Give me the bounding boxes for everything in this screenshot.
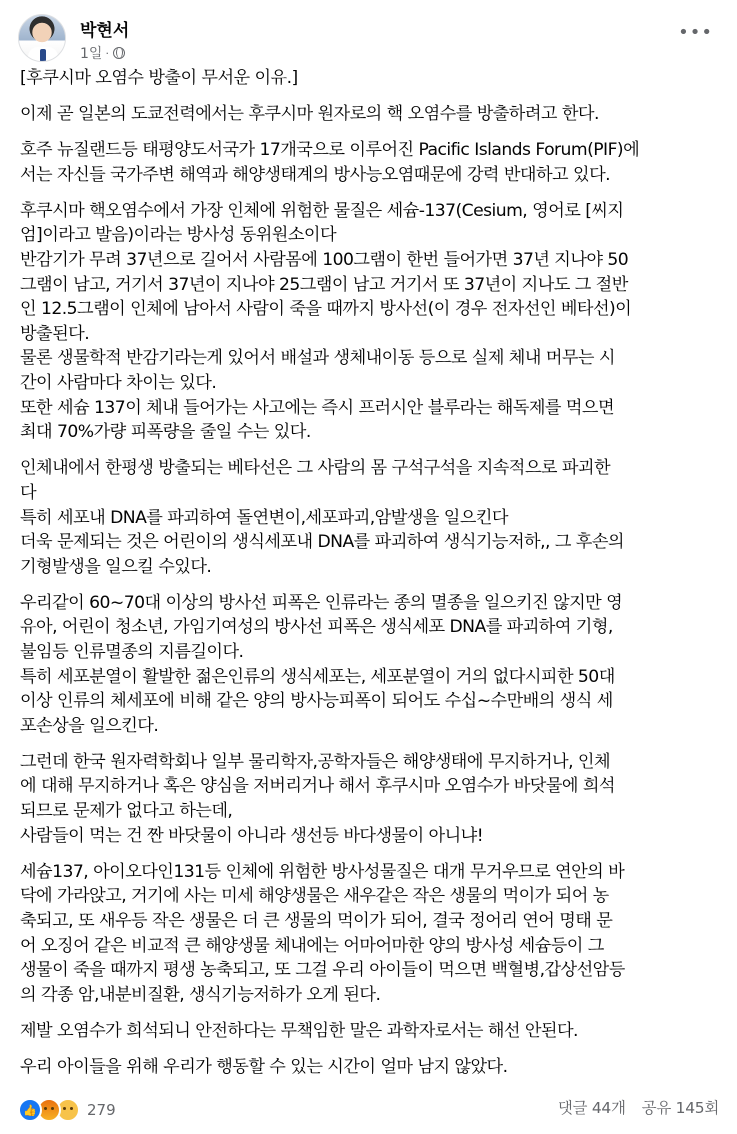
post-text-line: 생물이 죽을 때까지 평생 농축되고, 또 그걸 우리 아이들이 먹으면 백혈병,갑상선암등 — [20, 960, 625, 981]
share-count[interactable]: 공유 145회 — [641, 1099, 719, 1117]
post-text-line: 또한 세슘 137이 체내 들어가는 사고에는 즉시 프러시안 블루라는 해독제를 먹으면 — [20, 397, 614, 418]
post-paragraph — [20, 456, 720, 579]
post-text-line: 호주 뉴질랜드등 태평양도서국가 17개국으로 이루어진 Pacific Islands Forum(PIF)에 — [20, 140, 640, 161]
post-text-line: 특히 세포분열이 활발한 젊은인류의 생식세포는, 세포분열이 거의 없다시피한 50대 — [20, 666, 615, 687]
post-text-line: 엄]이라고 발음)이라는 방사성 동위원소이다 — [20, 225, 337, 246]
avatar[interactable] — [18, 14, 66, 62]
post-paragraph — [20, 860, 720, 1008]
post-text-line: 어 오징어 같은 비교적 큰 해양생물 체내에는 어마어마한 양의 방사성 세슘등이 그 — [20, 935, 604, 956]
post-paragraph — [20, 750, 720, 848]
avatar-tie — [40, 49, 46, 62]
post-time[interactable]: 1일 — [80, 46, 103, 62]
post-text-line: 이상 인류의 체세포에 비해 같은 양의 방사능피폭이 되어도 수십~수만배의 생식 세 — [20, 691, 613, 712]
globe-icon[interactable] — [113, 47, 125, 59]
post-text-line: 세슘137, 아이오다인131등 인체에 위험한 방사성물질은 대개 무거우므로 연안의 바 — [20, 861, 625, 882]
post-text-line: 제발 오염수가 희석되니 안전하다는 무책임한 말은 과학자로서는 해선 안된다. — [20, 1020, 578, 1041]
post-paragraph — [20, 66, 720, 91]
reaction-count: 279 — [87, 1101, 116, 1119]
post-text-line: 인 12.5그램이 인체에 남아서 사람이 죽을 때까지 방사선(이 경우 전자선인 베타선)이 — [20, 299, 632, 320]
post-text-line: 서는 자신들 국가주변 해역과 해양생태계의 방사능오염때문에 강력 반대하고 있다. — [20, 164, 611, 185]
engagement-stats — [558, 1096, 719, 1118]
post-paragraph — [20, 591, 720, 739]
post-meta — [80, 43, 125, 63]
post-text-line: 방출된다. — [20, 323, 90, 344]
post-text-line: 불임등 인류멸종의 지름길이다. — [20, 641, 244, 662]
post-header — [18, 14, 719, 64]
post-text-line: 기형발생을 일으킬 수있다. — [20, 556, 212, 577]
post-text-line: 유아, 어린이 청소년, 가임기여성의 방사선 피폭은 생식세포 DNA를 파괴하여 기형, — [20, 617, 613, 638]
post-text-line: 의 각종 암,내분비질환, 생식기능저하가 오게 된다. — [20, 984, 381, 1005]
post-paragraph — [20, 199, 720, 445]
post-text-line: [후쿠시마 오염수 방출이 무서운 이유.] — [20, 68, 298, 88]
post-text-line: 그램이 남고, 거기서 37년이 지나야 25그램이 남고 거기서 또 37년이 지나도 그 절반 — [20, 274, 628, 295]
post-paragraph — [20, 102, 720, 127]
post-footer — [18, 1096, 719, 1124]
post-paragraph — [20, 138, 720, 187]
post-text-line: 포손상을 일으킨다. — [20, 715, 159, 736]
meta-separator: · — [105, 46, 109, 60]
post-text-line: 그런데 한국 원자력학회나 일부 물리학자,공학자들은 해양생태에 무지하거나, 인체 — [20, 751, 611, 772]
comment-count[interactable]: 댓글 44개 — [557, 1099, 626, 1117]
post-text-line: 더욱 문제되는 것은 어린이의 생식세포내 DNA를 파괴하여 생식기능저하,, 그 후손의 — [20, 532, 624, 553]
post-text-line: 최대 70%가량 피폭량을 줄일 수는 있다. — [20, 422, 311, 443]
post-text-line: 물론 생물학적 반감기라는게 있어서 배설과 생체내이동 등으로 실제 체내 머무는 시 — [20, 348, 615, 369]
post-text-line: 간이 사람마다 차이는 있다. — [20, 373, 217, 394]
post-text-line: 사람들이 먹는 건 짠 바닷물이 아니라 생선등 바다생물이 아니냐! — [20, 825, 484, 846]
post-paragraph — [20, 1019, 720, 1044]
post-text-line: 특히 세포내 DNA를 파괴하여 돌연변이,세포파괴,암발생을 일으킨다 — [20, 507, 508, 528]
reactions-summary[interactable] — [18, 1098, 116, 1122]
post-text-line: 되므로 문제가 없다고 하는데, — [20, 801, 233, 822]
post-text-line: 이제 곧 일본의 도쿄전력에서는 후쿠시마 원자로의 핵 오염수를 방출하려고 한다. — [20, 104, 599, 125]
ellipsis-icon[interactable]: ••• — [678, 22, 713, 43]
post-text-line: 후쿠시마 핵오염수에서 가장 인체에 위험한 물질은 세슘-137(Cesium, 영어로 [씨지 — [20, 200, 624, 221]
post-text-line: 인체내에서 한평생 방출되는 베타선은 그 사람의 몸 구석구석을 지속적으로 파괴한 — [20, 458, 611, 479]
post-text-line: 반감기가 무려 37년으로 길어서 사람몸에 100그램이 한번 들어가면 37년 지나야 50 — [20, 250, 629, 271]
post-text-line: 에 대해 무지하거나 혹은 양심을 저버리거나 해서 후쿠시마 오염수가 바닷물에 희석 — [20, 776, 615, 797]
post-paragraph — [20, 1055, 720, 1080]
post-text-line: 우리 아이들을 위해 우리가 행동할 수 있는 시간이 얼마 남지 않았다. — [20, 1056, 508, 1077]
post-text-line: 닥에 가라앉고, 거기에 사는 미세 해양생물은 새우같은 작은 생물의 먹이가 되어 농 — [20, 886, 609, 907]
author-name[interactable]: 박현서 — [80, 21, 130, 41]
post-text-line: 다 — [20, 482, 37, 503]
post-text-line: 축되고, 또 새우등 작은 생물은 더 큰 생물의 먹이가 되어, 결국 정어리 연어 명태 문 — [20, 910, 613, 931]
post-body — [20, 66, 720, 1091]
post-text-line: 우리같이 60~70대 이상의 방사선 피폭은 인류라는 종의 멸종을 일으키진 않지만 영 — [20, 592, 623, 613]
like-icon: 👍 — [18, 1098, 42, 1122]
